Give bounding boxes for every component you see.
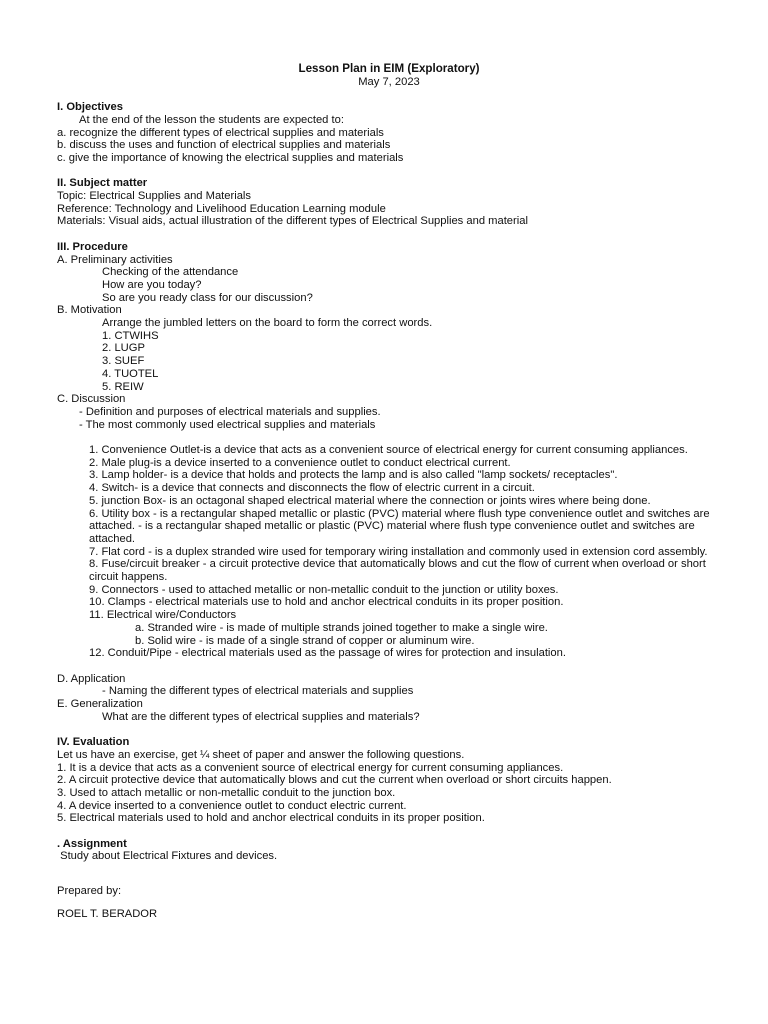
prepared-by-label: Prepared by: [57, 885, 122, 898]
objectives-heading: I. Objectives [57, 101, 123, 114]
discussion-bullet: - The most commonly used electrical supplies and materials [79, 418, 376, 431]
discussion-item: 11. Electrical wire/Conductors [89, 609, 237, 622]
objective-item: b. discuss the uses and function of electrical supplies and materials [57, 139, 391, 152]
discussion-item: 3. Lamp holder- is a device that holds and protects the lamp and is also called "lamp sockets/ receptacles". [89, 469, 618, 482]
discussion-item: 2. Male plug-is a device inserted to a convenience outlet to conduct electrical current. [89, 456, 511, 469]
preparer-name: ROEL T. BERADOR [57, 907, 158, 920]
evaluation-heading: IV. Evaluation [57, 736, 130, 749]
discussion-label: C. Discussion [57, 393, 126, 406]
discussion-item: 4. Switch- is a device that connects and disconnects the flow of electric current in a circuit. [89, 482, 535, 495]
evaluation-question: 4. A device inserted to a convenience outlet to conduct electric current. [57, 799, 407, 812]
generalization-item: What are the different types of electrical supplies and materials? [102, 710, 420, 723]
discussion-subitem: a. Stranded wire - is made of multiple strands joined together to make a single wire. [135, 621, 548, 634]
evaluation-question: 5. Electrical materials used to hold and anchor electrical conduits in its proper position. [57, 812, 485, 825]
application-item: - Naming the different types of electrical materials and supplies [102, 685, 414, 698]
preliminary-item: So are you ready class for our discussion? [102, 291, 313, 304]
evaluation-section [57, 736, 721, 825]
subject-matter-section [57, 177, 721, 228]
jumbled-word: 4. TUOTEL [102, 367, 159, 380]
procedure-heading: III. Procedure [57, 240, 128, 253]
discussion-item: 6. Utility box - is a rectangular shaped metallic or plastic (PVC) material where flush type convenience outlet and switches are attached. - is a rectangular shaped metallic or plastic (PVC) material where flush type convenience outlet and switches are attached. [89, 507, 710, 545]
subject-matter-heading: II. Subject matter [57, 177, 148, 190]
discussion-item: 7. Flat cord - is a duplex stranded wire used for temporary wiring installation and commonly used in extension cord assembly. [89, 545, 708, 558]
subject-materials: Materials: Visual aids, actual illustration of the different types of Electrical Supplies and material [57, 215, 528, 228]
objectives-intro: At the end of the lesson the students are expected to: [79, 113, 344, 126]
assignment-heading: . Assignment [57, 837, 127, 850]
discussion-item: 1. Convenience Outlet-is a device that acts as a convenient source of electrical energy for current consuming appliances. [89, 444, 688, 457]
assignment-section [57, 838, 721, 863]
subject-topic: Topic: Electrical Supplies and Materials [57, 190, 252, 202]
jumbled-word: 2. LUGP [102, 342, 145, 355]
evaluation-question: 3. Used to attach metallic or non-metallic conduit to the junction box. [57, 786, 396, 799]
evaluation-question: 1. It is a device that acts as a convenient source of electrical energy for current consuming appliances. [57, 761, 564, 774]
evaluation-intro: Let us have an exercise, get ¼ sheet of paper and answer the following questions. [57, 748, 465, 761]
discussion-bullet: - Definition and purposes of electrical materials and supplies. [79, 405, 381, 418]
preliminary-item: How are you today? [102, 278, 202, 291]
subject-reference: Reference: Technology and Livelihood Education Learning module [57, 202, 386, 215]
discussion-item: 10. Clamps - electrical materials use to hold and anchor electrical conduits in its proper position. [89, 596, 564, 609]
application-label: D. Application [57, 672, 126, 685]
jumbled-word: 1. CTWIHS [102, 329, 159, 342]
discussion-item: 12. Conduit/Pipe - electrical materials used as the passage of wires for protection and insulation. [89, 647, 566, 660]
discussion-subitem: b. Solid wire - is made of a single strand of copper or aluminum wire. [135, 634, 475, 647]
motivation-label: B. Motivation [57, 304, 122, 317]
document-date: May 7, 2023 [358, 75, 420, 88]
discussion-item: 9. Connectors - used to attached metallic or non-metallic conduit to the junction or utility boxes. [89, 583, 559, 596]
procedure-section [57, 241, 721, 724]
preliminary-item: Checking of the attendance [102, 266, 239, 279]
objective-item: c. give the importance of knowing the electrical supplies and materials [57, 151, 404, 164]
generalization-label: E. Generalization [57, 698, 143, 711]
preliminary-label: A. Preliminary activities [57, 253, 173, 266]
jumbled-word: 3. SUEF [102, 355, 145, 368]
evaluation-question: 2. A circuit protective device that automatically blows and cut the current when overload or short circuits happen. [57, 774, 612, 787]
jumbled-word: 5. REIW [102, 380, 144, 393]
objectives-section [57, 101, 721, 165]
objective-item: a. recognize the different types of electrical supplies and materials [57, 126, 384, 139]
discussion-item: 5. junction Box- is an octagonal shaped electrical material where the connection or joints wires where being done. [89, 494, 651, 507]
motivation-instruction: Arrange the jumbled letters on the board to form the correct words. [102, 317, 433, 330]
assignment-text: Study about Electrical Fixtures and devices. [57, 850, 278, 863]
document-title: Lesson Plan in EIM (Exploratory) [298, 62, 480, 75]
discussion-item: 8. Fuse/circuit breaker - a circuit protective device that automatically blows and cut the flow of current when overload or short circuit happens. [89, 558, 706, 584]
lesson-plan-document [57, 63, 721, 921]
